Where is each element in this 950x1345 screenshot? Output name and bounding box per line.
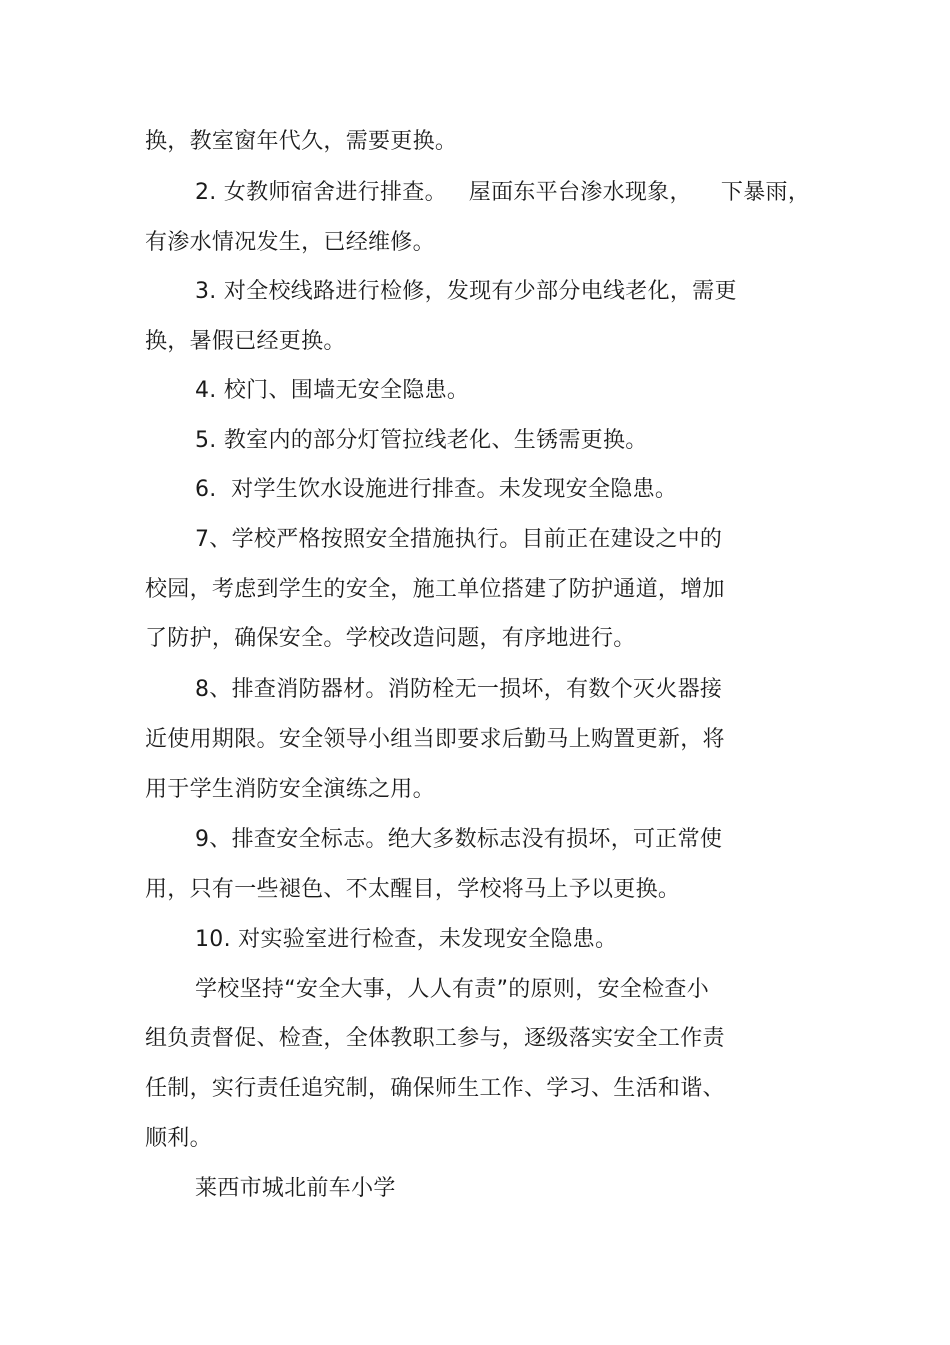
- text-line-summary-cont: 组负责督促、检查，全体教职工参与，逐级落实安全工作责: [145, 1026, 725, 1051]
- text-line-item-7: 7、学校严格按照安全措施执行。目前正在建设之中的: [195, 527, 723, 552]
- text-line-item-3: 3. 对全校线路进行检修，发现有少部分电线老化，需更: [195, 279, 737, 304]
- text-line-summary: 学校坚持“安全大事，人人有责”的原则，安全检查小: [195, 977, 709, 1002]
- text-line-item-7-cont: 校园，考虑到学生的安全，施工单位搭建了防护通道，增加: [145, 577, 725, 602]
- text-line-item-8: 8、排查消防器材。消防栓无一损坏，有数个灭火器接: [195, 677, 723, 702]
- text-line-item-6: 6. 对学生饮水设施进行排查。未发现安全隐患。: [195, 477, 678, 502]
- text-line-item-9-cont: 用，只有一些褪色、不太醒目，学校将马上予以更换。: [145, 877, 681, 902]
- text-line-summary-cont: 顺利。: [145, 1126, 212, 1151]
- text-line-summary-cont: 任制，实行责任追究制，确保师生工作、学习、生活和谐、: [145, 1076, 725, 1101]
- text-line-continuation: 换，教室窗年代久，需要更换。: [145, 129, 458, 154]
- text-line-item-9: 9、排查安全标志。绝大多数标志没有损坏，可正常使: [195, 827, 723, 852]
- text-line-item-2: 2. 女教师宿舍进行排查。 屋面东平台渗水现象， 下暴雨，: [195, 180, 811, 205]
- text-line-item-4: 4. 校门、围墙无安全隐患。: [195, 378, 470, 403]
- text-line-item-5: 5. 教室内的部分灯管拉线老化、生锈需更换。: [195, 428, 648, 453]
- text-line-item-10: 10. 对实验室进行检查，未发现安全隐患。: [195, 927, 618, 952]
- text-line-item-7-cont: 了防护，确保安全。学校改造问题，有序地进行。: [145, 626, 636, 651]
- text-line-item-8-cont: 用于学生消防安全演练之用。: [145, 777, 435, 802]
- text-line-item-8-cont: 近使用期限。安全领导小组当即要求后勤马上购置更新，将: [145, 727, 725, 752]
- signature-school-name: 莱西市城北前车小学: [195, 1176, 396, 1201]
- text-line-item-3-cont: 换，暑假已经更换。: [145, 329, 346, 354]
- text-line-item-2-cont: 有渗水情况发生，已经维修。: [145, 230, 435, 255]
